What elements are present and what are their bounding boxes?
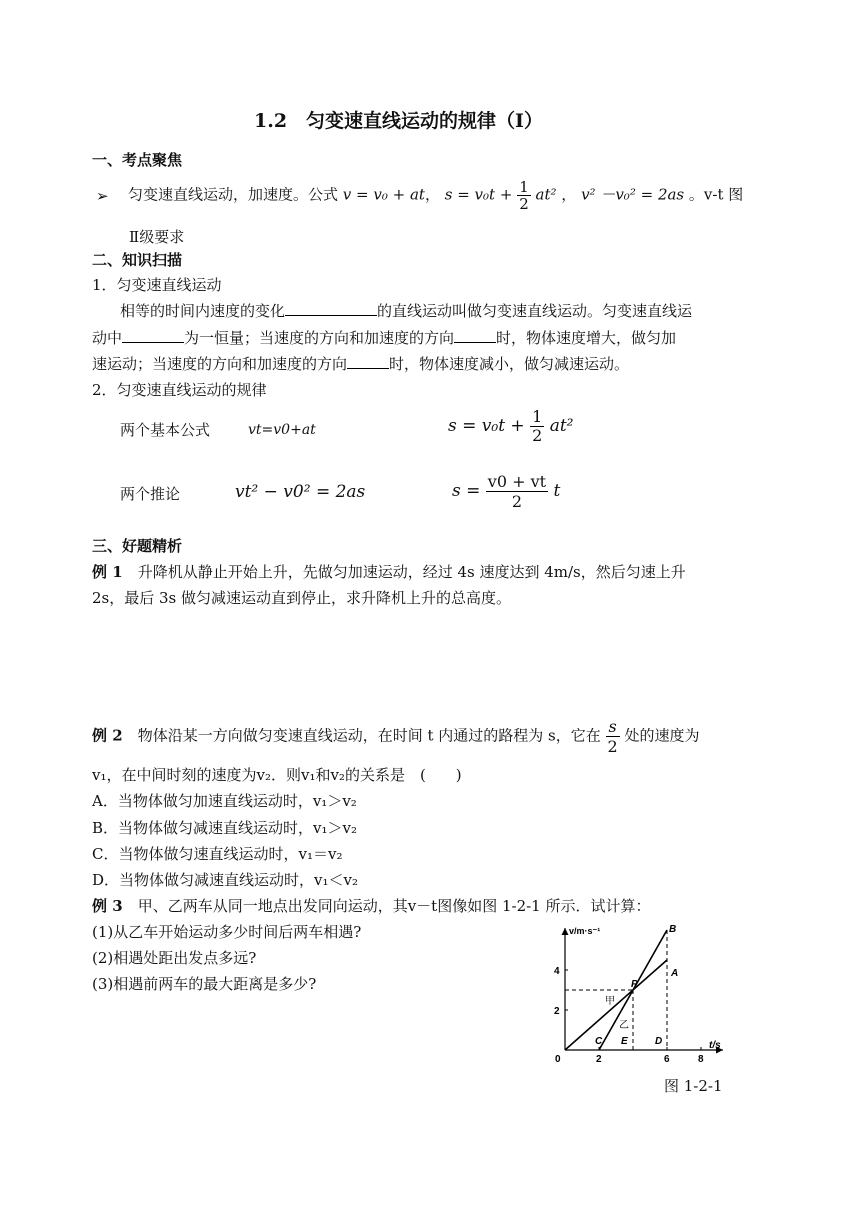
fraction-half-s: $\frac{s}{2}$ — [607, 717, 618, 756]
fill-blank-3[interactable] — [454, 328, 496, 343]
example-3-line-1: 例 3 甲、乙两车从同一地点出发同向运动，其v－t图像如图 1-2-1 所示．试计算： — [92, 897, 651, 915]
y-tick-label: 2 — [554, 1006, 560, 1017]
point-label-b: B — [669, 924, 677, 935]
point-label-a: A — [671, 968, 679, 979]
section-heading-3: 三、好题精析 — [92, 537, 183, 555]
formula-velocity-displacement: v² －v₀² = 2as — [581, 185, 685, 204]
key-points-tail: 。v-t 图 — [688, 185, 744, 204]
fraction-half: $\frac{1}{2}$ — [519, 178, 529, 213]
basic-formula-velocity: vt=v0+at — [248, 422, 316, 438]
vt-graph — [545, 922, 735, 1072]
fraction-half: $\frac{1}{2}$ — [532, 407, 543, 445]
section-heading-1: 一、考点聚焦 — [92, 151, 183, 169]
inference-formula-displacement: s = $\frac{v0 + vt}{2}$ t — [452, 472, 561, 511]
point-label-c: C — [595, 1036, 603, 1047]
paragraph-line-1: 相等的时间内速度的变化 的直线运动叫做匀变速直线运动。匀变速直线运 — [120, 302, 693, 320]
level-requirement: Ⅱ级要求 — [129, 228, 185, 246]
key-points-text: 匀变速直线运动，加速度。公式 — [128, 185, 339, 204]
formula-displacement-b: at² — [535, 185, 557, 204]
option-b: B．当物体做匀减速直线运动时，v₁＞v₂ — [92, 819, 357, 837]
option-d: D．当物体做匀减速直线运动时，v₁＜v₂ — [92, 871, 359, 889]
page-title: 1.2 匀变速直线运动的规律（Ⅰ） — [254, 110, 543, 132]
separator: ， — [424, 185, 440, 204]
example-2-label: 例 2 — [92, 726, 123, 745]
bullet-arrow-icon: ➢ — [96, 187, 109, 205]
option-c: C．当物体做匀速直线运动时，v₁＝v₂ — [92, 845, 343, 863]
example-2-line-1: 例 2 物体沿某一方向做匀变速直线运动，在时间 t 内通过的路程为 s，它在 $\frac{s}{2}$ 处的速度为 — [92, 717, 700, 756]
question-3: (3)相遇前两车的最大距离是多少? — [92, 975, 317, 993]
fill-blank-4[interactable] — [347, 354, 389, 369]
point-label-d: D — [655, 1036, 663, 1047]
series-label-yi: 乙 — [619, 1020, 629, 1031]
paragraph-line-2: 动中 为一恒量；当速度的方向和加速度的方向 时，物体速度增大，做匀加 — [92, 329, 677, 347]
section-heading-2: 二、知识扫描 — [92, 251, 183, 269]
inference-formula-velocity: vt² − v0² = 2as — [235, 482, 366, 502]
example-2-line-2: v₁，在中间时刻的速度为v₂．则v₁和v₂的关系是 ( ) — [92, 766, 462, 784]
point-label-p: P — [631, 979, 638, 990]
separator: ， — [561, 185, 577, 204]
fill-blank-2[interactable] — [122, 328, 184, 343]
formula-velocity: v = v₀ + at — [342, 185, 425, 204]
paragraph-line-3: 速运动；当速度的方向和加速度的方向 时，物体速度减小，做匀减速运动。 — [92, 355, 630, 373]
item-title-1: 1．匀变速直线运动 — [92, 276, 222, 294]
key-points-line — [128, 179, 743, 212]
example-1-line-1: 例 1 升降机从静止开始上升，先做匀加速运动，经过 4s 速度达到 4m/s，然后匀速上升 — [92, 563, 686, 581]
y-tick-label: 4 — [554, 966, 560, 977]
figure-caption: 图 1-2-1 — [664, 1077, 723, 1095]
example-3-label: 例 3 — [92, 897, 123, 915]
origin-label: 0 — [555, 1054, 561, 1065]
formula-displacement-a: s = v₀t + — [444, 185, 513, 204]
x-axis-label: t/s — [709, 1040, 721, 1051]
inferences-label: 两个推论 — [120, 485, 181, 503]
y-axis-label: v/m·s⁻¹ — [569, 926, 601, 936]
fill-blank-1[interactable] — [285, 301, 377, 316]
graph-labels — [554, 924, 721, 1065]
example-1-label: 例 1 — [92, 563, 123, 581]
basic-formula-displacement: s = v₀t + $\frac{1}{2}$ at² — [448, 407, 574, 445]
x-tick-label: 2 — [596, 1054, 602, 1065]
series-label-jia: 甲 — [605, 996, 615, 1007]
item-title-2: 2．匀变速直线运动的规律 — [92, 381, 267, 399]
question-2: (2)相遇处距出发点多远? — [92, 949, 257, 967]
question-1: (1)从乙车开始运动多少时间后两车相遇? — [92, 923, 362, 941]
point-label-e: E — [621, 1036, 628, 1047]
graph-axes — [565, 928, 723, 1050]
example-1-line-2: 2s，最后 3s 做匀减速运动直到停止，求升降机上升的总高度。 — [92, 589, 512, 607]
series-line-1 — [565, 960, 667, 1050]
x-tick-label: 6 — [664, 1054, 670, 1065]
fraction-average-velocity: $\frac{v0 + vt}{2}$ — [487, 472, 547, 511]
x-tick-label: 8 — [698, 1054, 704, 1065]
graph-marks — [565, 930, 667, 1050]
option-a: A．当物体做匀加速直线运动时，v₁＞v₂ — [92, 792, 357, 810]
basic-formulas-label: 两个基本公式 — [120, 421, 211, 439]
